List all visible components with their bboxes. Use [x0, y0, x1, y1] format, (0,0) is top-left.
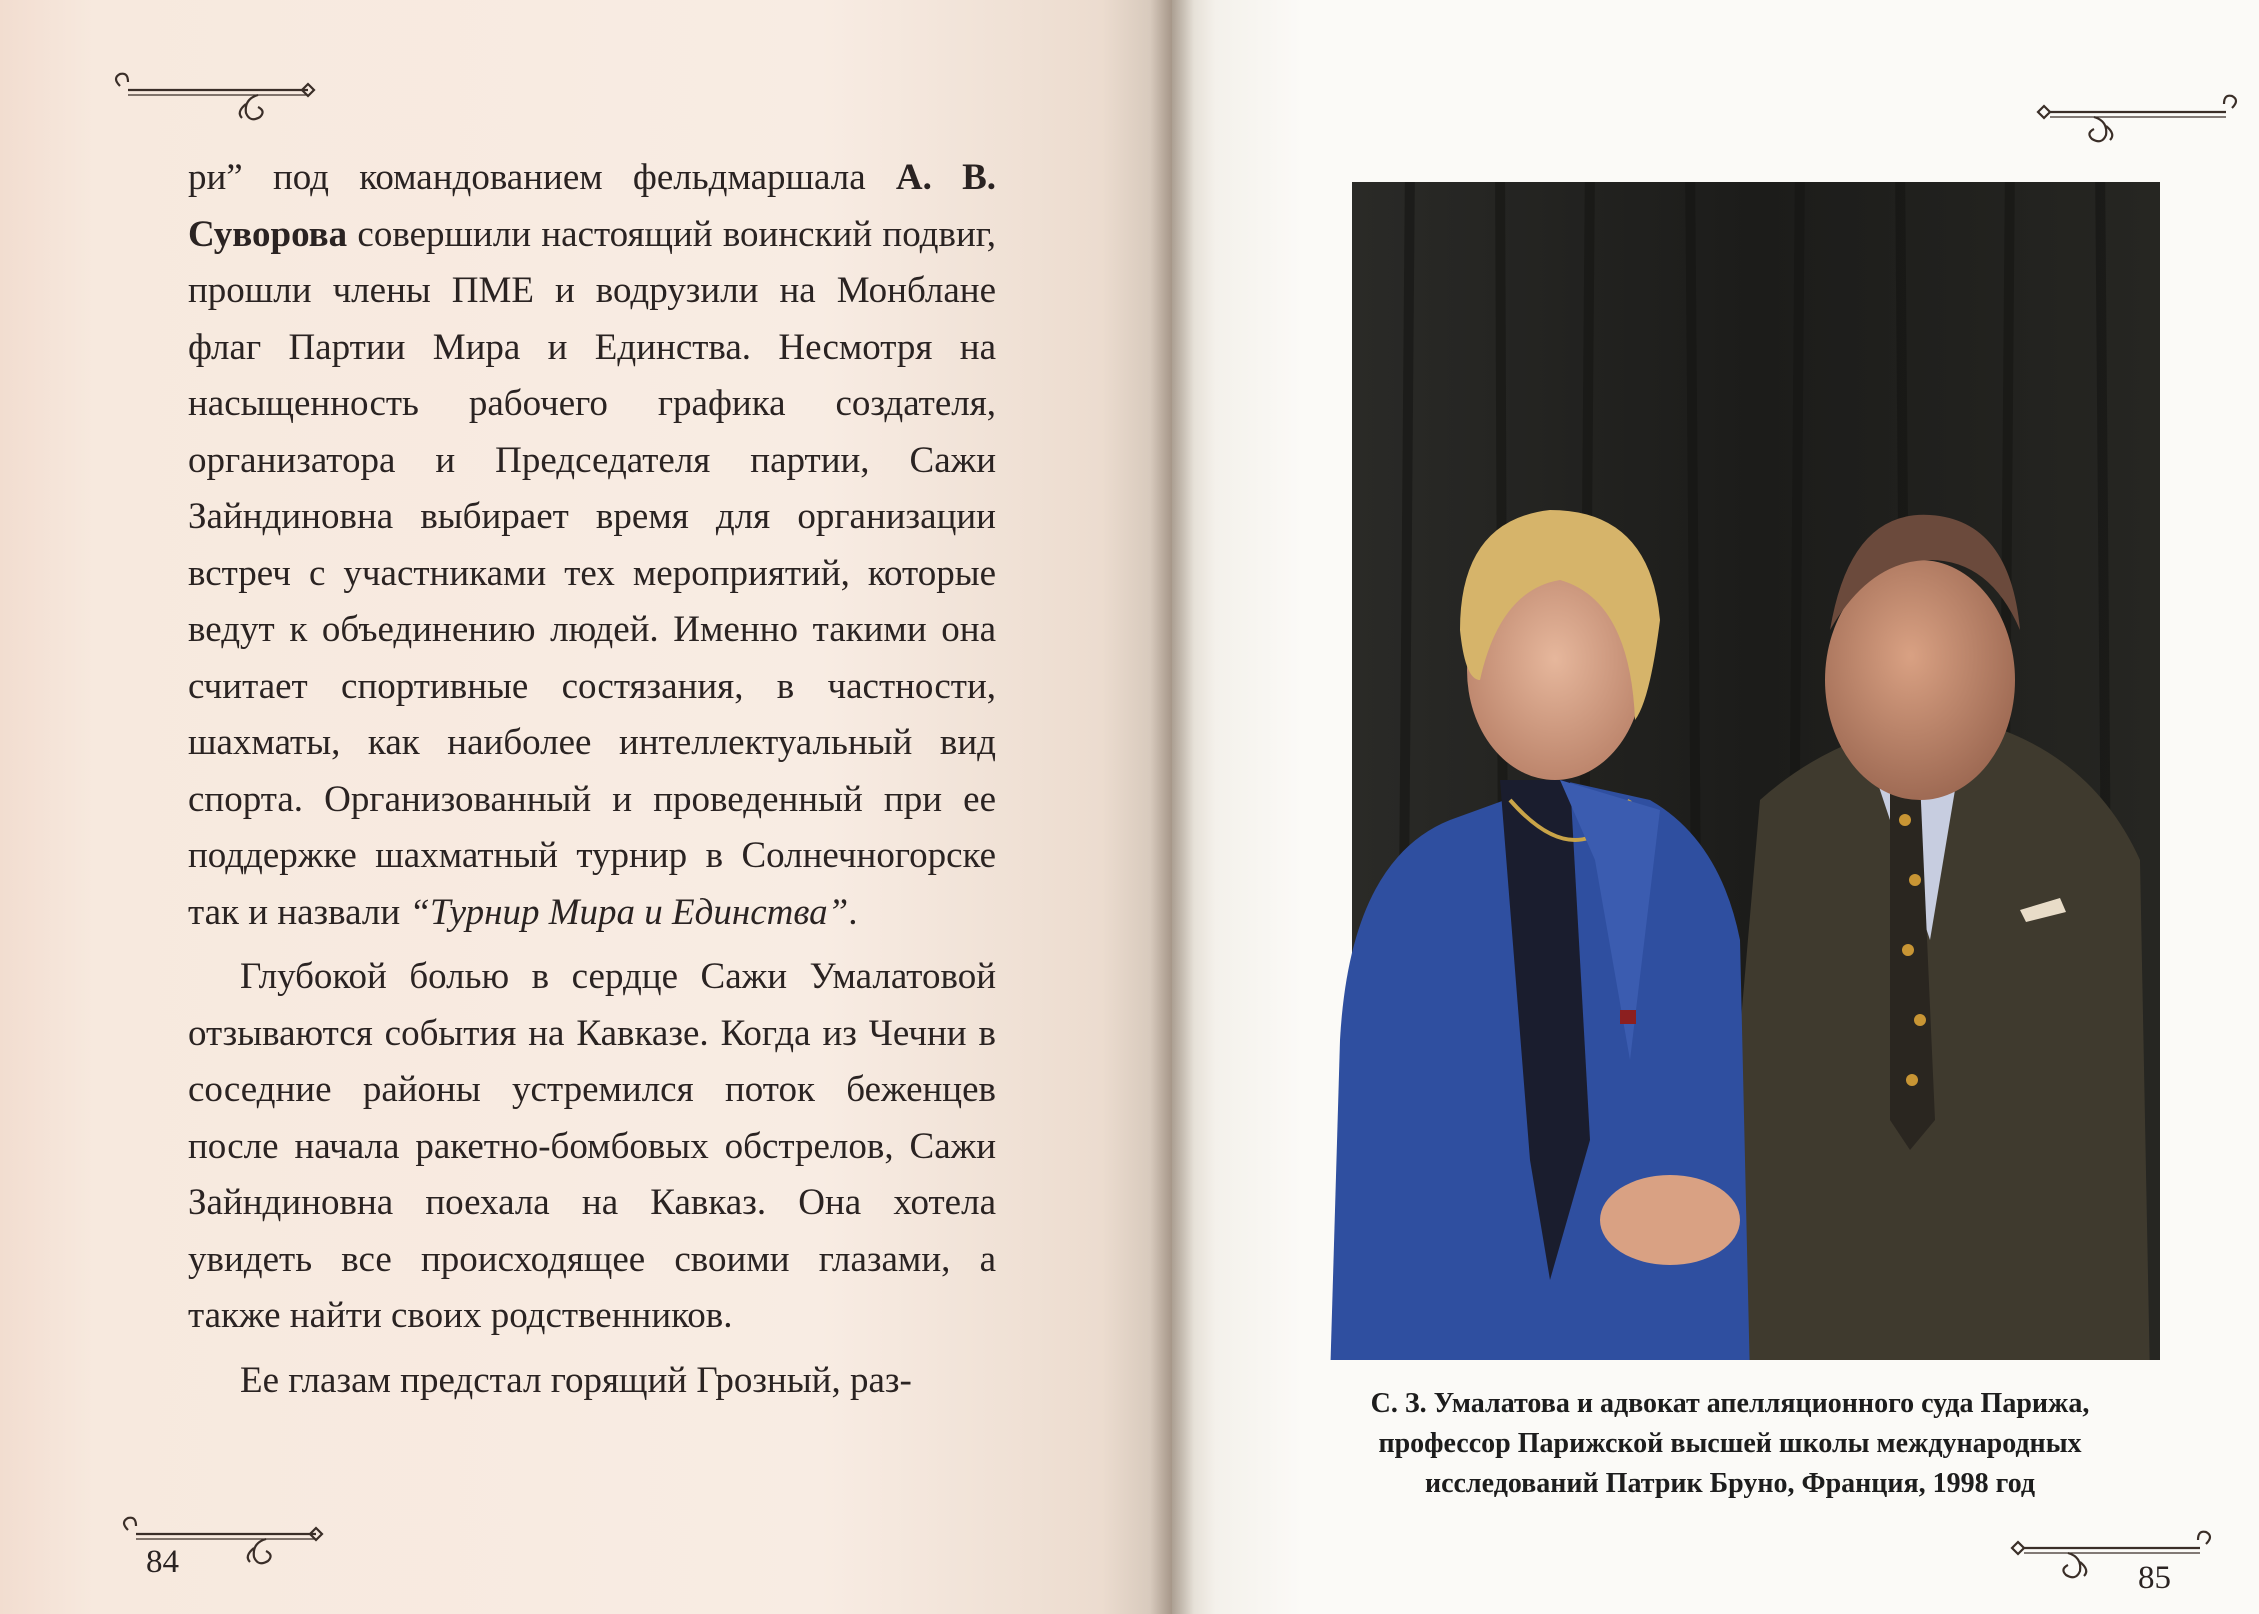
paragraph	[188, 150, 996, 941]
scroll-ornament-icon	[2004, 1524, 2218, 1584]
text-run: Ее глазам предстал горящий Грозный, раз-	[240, 1359, 912, 1401]
text-run: ри” под командованием фельдмаршала	[188, 157, 896, 198]
text-run: А. В. Суворова	[188, 157, 996, 255]
scroll-ornament-icon	[108, 64, 322, 124]
text-run: .	[848, 891, 858, 933]
paragraph	[188, 949, 996, 1345]
photo-caption	[1290, 1384, 2170, 1504]
paragraph	[188, 1353, 996, 1410]
caption-line: исследований Патрик Бруно, Франция, 1998 год	[1424, 1468, 2036, 1499]
caption-line: профессор Парижской высшей школы международных	[1378, 1428, 2082, 1459]
text-run: совершили настоящий воинский подвиг, прошли члены ПМЕ и водрузили на Монблане флаг Партии Мира и Единства. Несмотря на насыщенность рабочего графика создателя, организатора и Председателя партии, Сажи Зайндиновна выбирает время для организации встреч с участниками тех мероприятий, которые ведут к объединению людей. Именно такими она считает спортивные состязания, в частности, шахматы, как наиболее интеллектуальный вид спорта. Организованный и проведенный при ее поддержке шахматный турнир в Солнечногорске так и назвали	[188, 213, 996, 933]
page-number-left: 84	[146, 1544, 179, 1580]
page-number-right: 85	[2138, 1560, 2171, 1596]
text-run: Глубокой болью в сердце Сажи Умалатовой отзываются события на Кавказе. Когда из Чечни в соседние районы устремился поток беженцев после начала ракетно-бомбовых обстрелов, Сажи Зайндиновна поехала на Кавказ. Она хотела увидеть все происходящее своими глазами, а также найти своих родственников.	[188, 956, 996, 1336]
body-text	[188, 150, 996, 1409]
book-gutter	[1150, 0, 1194, 1614]
photograph	[1330, 160, 2160, 1380]
scroll-ornament-icon	[2030, 88, 2244, 148]
caption-line: С. З. Умалатова и адвокат апелляционного суда Парижа,	[1370, 1388, 2090, 1419]
text-run: “Турнир Мира и Единства”	[409, 891, 849, 933]
